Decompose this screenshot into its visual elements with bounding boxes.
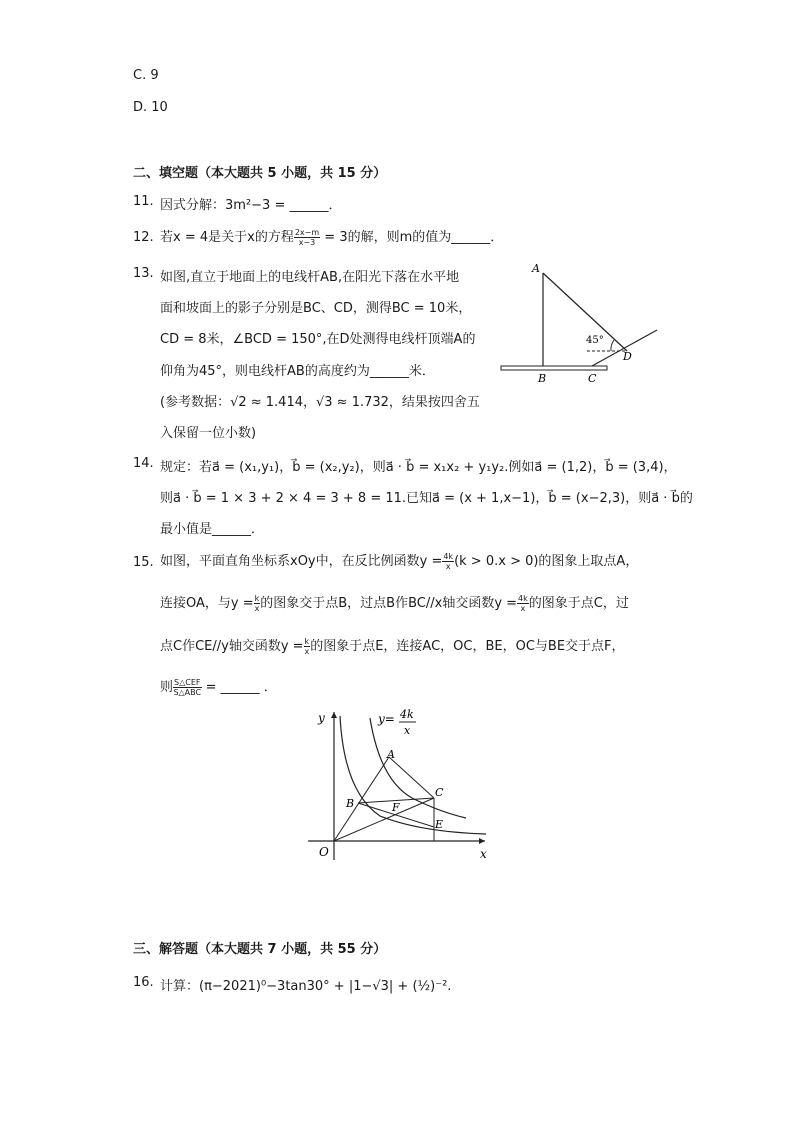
section-title-solution: 三、解答题（本大题共 7 小题，共 55 分） [133,942,387,957]
question-12-text [160,226,503,247]
frac-denominator: x [254,604,260,613]
frac-denominator: x [445,562,451,571]
y-axis-arrow [331,712,337,718]
q12-pre: 若x = 4是关于x的方程 [160,230,294,245]
frac-denominator: x−3 [298,238,316,247]
label-y-axis: y [318,711,325,725]
option-c: C. 9 [133,68,159,83]
label-a: A [532,262,540,275]
question-number: 15. [133,555,154,570]
curve-label-denominator: x [404,724,411,737]
q15-l3-pre: 点C作CE//y轴交函数y = [160,639,304,654]
frac-numerator: 2x−m [294,228,320,237]
q15-l3-post: 的图象于点E，连接AC，OC，BE，OC与BE交于点F， [310,639,625,654]
label-origin: O [319,845,329,859]
label-d: D [623,350,632,363]
label-e: E [435,818,444,831]
angle-label: 45° [586,335,604,346]
q13-line: 如图,直立于地面上的电线杆AB,在阳光下落在水平地 [160,270,460,285]
frac-numerator: k [254,594,260,603]
label-a: A [387,748,395,761]
q15-line-1 [160,550,638,571]
q15-l4-pre: 则 [160,680,174,695]
q15-l2-pre: 连接OA，与y = [160,596,254,611]
q13-line: 仰角为45°，则电线杆AB的高度约为______米． [160,364,435,379]
question-number: 16. [133,975,154,990]
q14-line: 最小值是______． [160,522,265,537]
q14-line: 规定：若a⃗ = (x₁,y₁)，b⃗ = (x₂,y₂)，则a⃗ · b⃗ = x₁x₂ + y₁y₂.例如a⃗ = (1,2)，b⃗ = (3,4)， [160,460,677,475]
q15-l1-pre: 如图，平面直角坐标系xOy中，在反比例函数y = [160,554,443,569]
label-b: B [346,797,355,810]
q15-l2-post: 的图象于点C，过 [528,596,629,611]
curve-label-prefix: y= [378,712,395,726]
question-16-text: 计算：(π−2021)⁰−3tan30° + |1−√3| + (½)⁻². [160,979,452,994]
area-ratio-fraction [173,678,201,697]
q13-line: 面和坡面上的影子分别是BC、CD，测得BC = 10米， [160,301,472,316]
x-axis-arrow [479,838,485,844]
frac-denominator: S△ABC [173,688,202,697]
label-x-axis: x [480,847,487,861]
fraction [517,594,529,613]
sun-ray-line [543,273,627,351]
ground-strip [501,366,607,370]
segment-oa [334,757,389,841]
question-number: 11. [133,194,154,209]
frac-denominator: x [520,604,526,613]
frac-numerator: 4k [443,552,454,561]
angle-arc [611,340,614,351]
pole-shadow-figure [495,258,665,388]
label-c: C [435,786,444,799]
frac-denominator: x [304,647,310,656]
q13-line: 入保留一位小数) [160,426,257,441]
curve-label-numerator: 4k [400,708,414,721]
frac-numerator: 4k [518,594,528,603]
q13-line: (参考数据：√2 ≈ 1.414，√3 ≈ 1.732，结果按四舍五 [160,395,480,410]
label-c: C [588,372,597,385]
fraction [442,552,454,571]
q14-line: 则a⃗ · b⃗ = 1 × 3 + 2 × 4 = 3 + 8 = 11.已知a⃗ = (x + 1,x−1)，b⃗ = (x−2,3)，则a⃗ · b⃗的 [160,491,693,506]
inverse-function-figure [300,700,500,865]
q13-line: CD = 8米，∠BCD = 150°,在D处测得电线杆顶端A的 [160,332,476,347]
question-number: 14. [133,456,154,471]
frac-numerator: S△CEF [174,678,201,687]
q15-line-2 [160,592,629,613]
q15-line-3 [160,635,625,656]
label-f: F [392,801,400,814]
option-d: D. 10 [133,100,168,115]
equation-fraction [294,228,320,247]
frac-numerator: k [304,637,310,646]
q15-l4-post: = ______ ． [201,680,277,695]
q15-l1-post: (k > 0.x > 0)的图象上取点A， [454,554,639,569]
curve-4k-over-x [370,718,466,818]
segment-ac [389,757,434,798]
question-number: 12. [133,230,154,245]
question-number: 13. [133,266,154,281]
question-11-text: 因式分解：3m²−3 = ______． [160,198,342,213]
curve-k-over-x [340,716,486,834]
q15-line-4 [160,676,277,697]
label-b: B [538,372,547,385]
q15-l2-mid: 的图象交于点B，过点B作BC//x轴交函数y = [260,596,518,611]
q12-post: = 3的解，则m的值为______． [320,230,504,245]
section-title-fill-blank: 二、填空题（本大题共 5 小题，共 15 分） [133,166,387,181]
